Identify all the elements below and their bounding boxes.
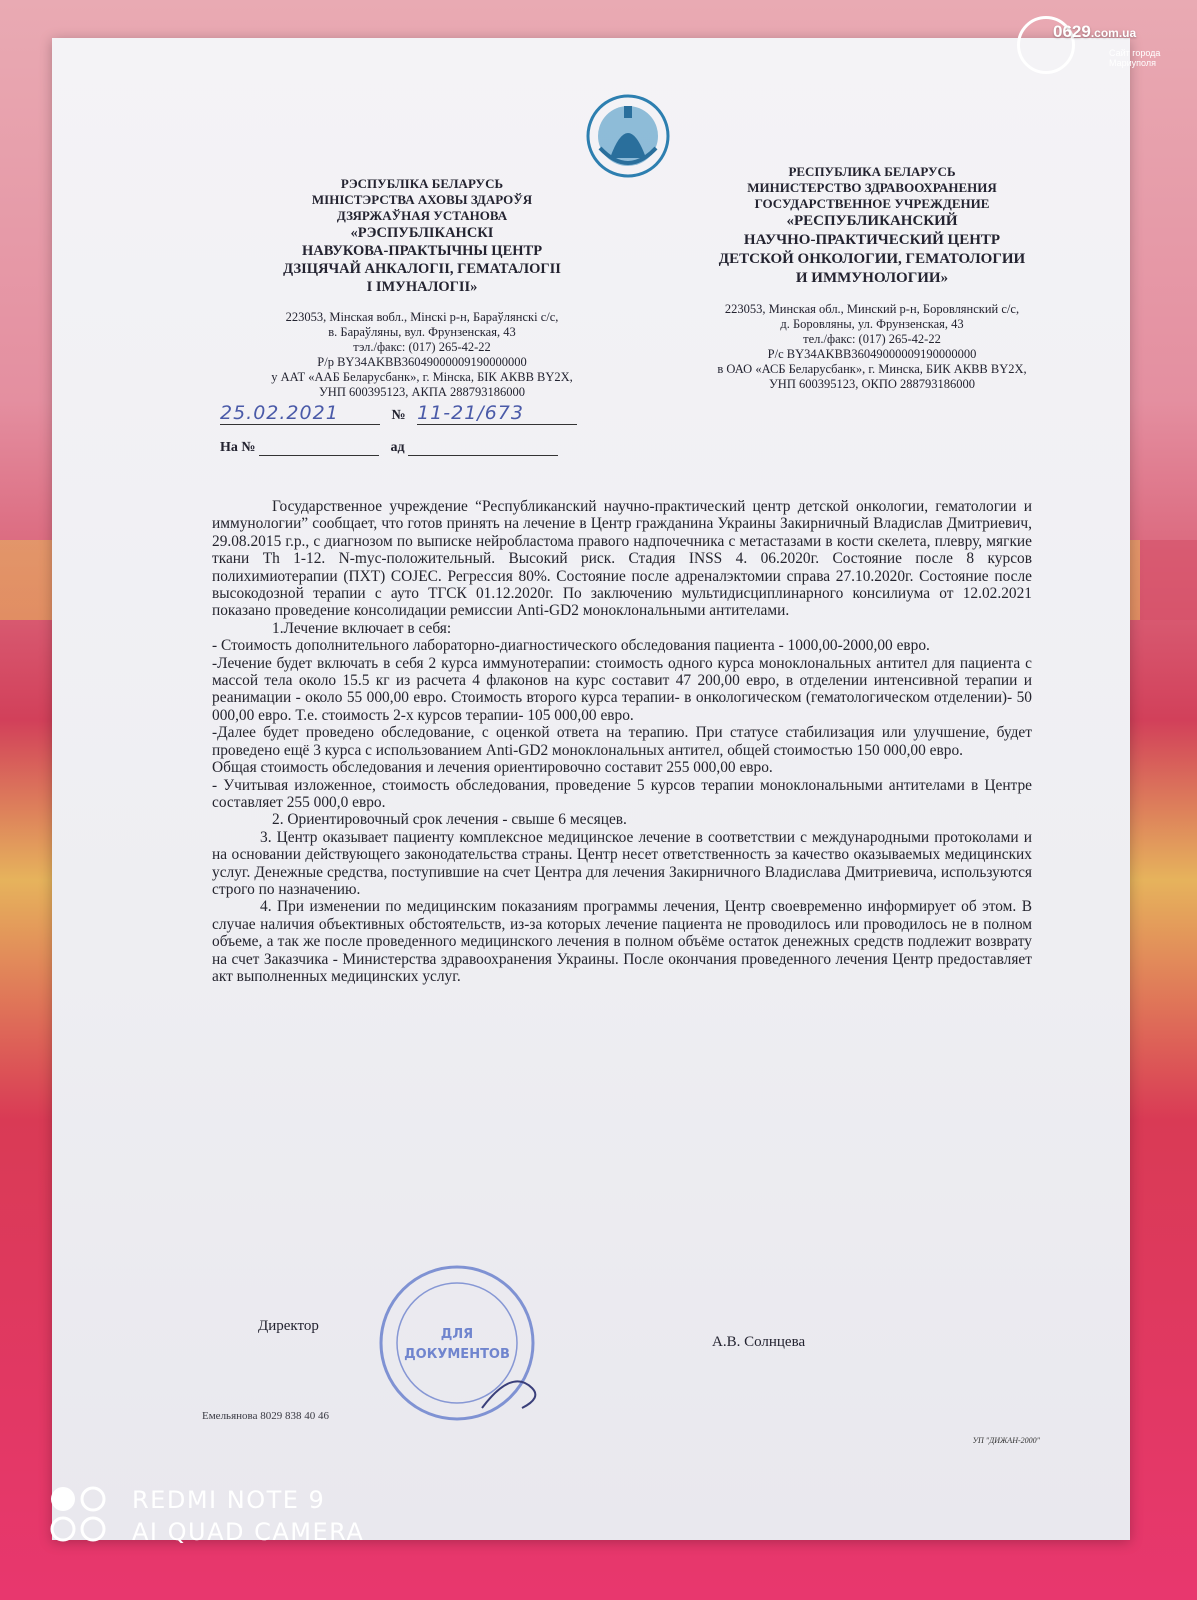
paragraph: 3. Центр оказывает пациенту комплексное медицинское лечение в соответствии с международными протоколами и на основании действующего законодательства страны. Центр несет ответственность за качество оказываемых медицинских услуг. Денежные средства, поступившие на счет Центра для лечения Закирничного Владислава Дмитриевича, используются строго по назначению. — [212, 828, 1032, 898]
watermark-sub: Сайт города — [1109, 48, 1161, 58]
registration-line — [220, 402, 577, 425]
na-label: На № — [220, 440, 256, 455]
address-line: тел./факс: (017) 265-42-22 — [803, 332, 941, 346]
state-emblem-icon — [580, 88, 676, 184]
address-russian — [672, 302, 1072, 392]
executor-contact: Емельянова 8029 838 40 46 — [202, 1410, 329, 1422]
header-line: «РЭСПУБЛІКАНСКІ — [350, 225, 494, 241]
paragraph: Общая стоимость обследования и лечения ориентировочно составит 255 000,00 евро. — [212, 759, 773, 777]
header-line: «РЕСПУБЛИКАНСКИЙ — [786, 213, 958, 229]
address-line: Р/с BY34AKBB36049000009190000000 — [767, 347, 977, 361]
number-label: № — [391, 408, 406, 423]
registration-date: 25.02.2021 — [220, 402, 380, 425]
paragraph: - Учитывая изложенное, стоимость обследования, проведение 5 курсов терапии моноклональными антителами в Центре составляет 255 000,0 евро. — [212, 776, 1032, 811]
address-line: д. Боровляны, ул. Фрунзенская, 43 — [780, 317, 964, 331]
svg-text:ДЛЯ: ДЛЯ — [440, 1327, 474, 1342]
blank-field — [408, 441, 558, 456]
header-line: РЕСПУБЛИКА БЕЛАРУСЬ — [788, 164, 956, 179]
paragraph: 1.Лечение включает в себя: — [272, 619, 452, 637]
header-russian — [672, 164, 1072, 288]
address-line: 223053, Мінская вобл., Мінскі р-н, Бараўлянскі с/с, — [285, 310, 559, 324]
registration-number: 11-21/673 — [417, 402, 577, 425]
ad-label: ад — [390, 440, 405, 455]
address-line: 223053, Минская обл., Минский р-н, Боровлянский с/с, — [724, 302, 1020, 316]
address-line: в ОАО «АСБ Беларусбанк», г. Минска, БИК АКВВ BY2X, — [717, 362, 1027, 376]
reference-line — [220, 440, 558, 456]
camera-feature: AI QUAD CAMERA — [132, 1518, 365, 1546]
header-line: ДЗЯРЖАЎНАЯ УСТАНОВА — [336, 208, 508, 223]
header-line: РЭСПУБЛІКА БЕЛАРУСЬ — [340, 176, 504, 191]
paragraph: 4. При изменении по медицинским показаниям программы лечения, Центр своевременно информирует об этом. В случае наличия объективных обстоятельств, из-за которых лечение пациента не проводилось или проводилось не в полном объеме, а так же после проведенного медицинского лечения в полном объёме остаток денежных средств подлежит возврату на счет Заказчика - Министерства здравоохранения Украины. После окончания проведенного лечения Центр предоставляет акт выполненных медицинских услуг. — [212, 898, 1032, 985]
letter-page — [52, 38, 1130, 1540]
header-belarusian — [212, 176, 632, 296]
address-line: у ААТ «ААБ Беларусбанк», г. Мінска, БІК АКВВ BY2X, — [271, 370, 573, 384]
paragraph: Государственное учреждение “Республиканский научно-практический центр детской онкологии, гематологии и иммунологии” сообщает, что готов принять на лечение в Центр гражданина Украины Закирничный Владислав Дмитриевич, 29.08.2015 г.р., с диагнозом по выписке нейробластома правого надпочечника с метастазами в кости скелета, плевру, мягкие ткани Th 1-12. N-myc-положительный. Высокий риск. Стадия INSS 4. 06.2020г. Состояние после 8 курсов полихимиотерапии (ПХТ) COJEC. Регрессия 80%. Состояние после адреналэктомии справа 27.10.2020г. Состояние после высокодозной терапии с ауто ТГСК 01.12.2020г. По заключению мультидисциплинарного консилиума от 12.02.2021 показано проведение консолидации ремиссии Anti-GD2 моноклональными антителами. — [212, 498, 1032, 620]
letter-body — [212, 498, 1032, 985]
signatory-name: А.В. Солнцева — [712, 1334, 806, 1350]
header-line: ГОСУДАРСТВЕННОЕ УЧРЕЖДЕНИЕ — [754, 196, 990, 211]
svg-text:ДОКУМЕНТОВ: ДОКУМЕНТОВ — [404, 1347, 510, 1362]
header-line: НАУЧНО-ПРАКТИЧЕСКИЙ ЦЕНТР — [743, 232, 1001, 248]
paragraph: -Далее будет проведено обследование, с оценкой ответа на терапию. При статусе стабилизация или улучшение, будет проведено ещё 3 курса с использованием Anti-GD2 моноклональных антител, общей стоимостью 150 000,00 евро. — [212, 724, 1032, 759]
address-belarusian — [212, 310, 632, 400]
header-line: ДЗІЦЯЧАЙ АНКАЛОГІІ, ГЕМАТАЛОГІІ — [283, 261, 561, 277]
header-line: МІНІСТЭРСТВА АХОВЫ ЗДАРОЎЯ — [311, 192, 533, 207]
site-watermark — [1017, 10, 1177, 90]
signature-title: Директор — [258, 1318, 319, 1334]
address-line: тэл./факс: (017) 265-42-22 — [353, 340, 491, 354]
address-line: в. Бараўляны, вул. Фрунзенская, 43 — [328, 325, 516, 339]
header-line: І ІМУНАЛОГІІ» — [366, 279, 478, 295]
paragraph: -Лечение будет включать в себя 2 курса иммунотерапии: стоимость одного курса моноклональных антител для пациента с массой тела около 15.5 кг из расчета 4 флаконов на курс составит 47 200,00 евро, в отделении интенсивной терапии и реанимации - около 55 000,00 евро. Стоимость второго курса терапии- в онкологическом (гематологическом отделении)- 50 000,00 евро. Т.е. стоимость 2-х курсов терапии- 105 000,00 евро. — [212, 654, 1032, 724]
watermark-sub: Мариуполя — [1109, 58, 1156, 68]
header-line: ДЕТСКОЙ ОНКОЛОГИИ, ГЕМАТОЛОГИИ — [718, 251, 1026, 267]
header-line: МИНИСТЕРСТВО ЗДРАВООХРАНЕНИЯ — [747, 180, 997, 195]
printer-mark: УП "ДИЖАН-2000" — [972, 1436, 1040, 1445]
address-line: Р/р BY34AKBB36049000009190000000 — [317, 355, 527, 369]
camera-lens-icon — [48, 1484, 108, 1544]
address-line: УНП 600395123, АКПА 288793186000 — [318, 385, 526, 399]
watermark-site: 0629 — [1053, 22, 1091, 41]
paragraph: 2. Ориентировочный срок лечения - свыше 6 месяцев. — [272, 811, 627, 829]
header-line: НАВУКОВА-ПРАКТЫЧНЫ ЦЕНТР — [301, 243, 543, 259]
watermark-domain: .com.ua — [1090, 26, 1137, 40]
camera-model: REDMI NOTE 9 — [132, 1486, 326, 1514]
address-line: УНП 600395123, ОКПО 288793186000 — [768, 377, 976, 391]
blank-field — [259, 441, 379, 456]
round-stamp — [372, 1258, 542, 1428]
header-line: И ИММУНОЛОГИИ» — [795, 270, 949, 286]
paragraph: - Стоимость дополнительного лабораторно-диагностического обследования пациента - 1000,00-2000,00 евро. — [212, 637, 930, 655]
